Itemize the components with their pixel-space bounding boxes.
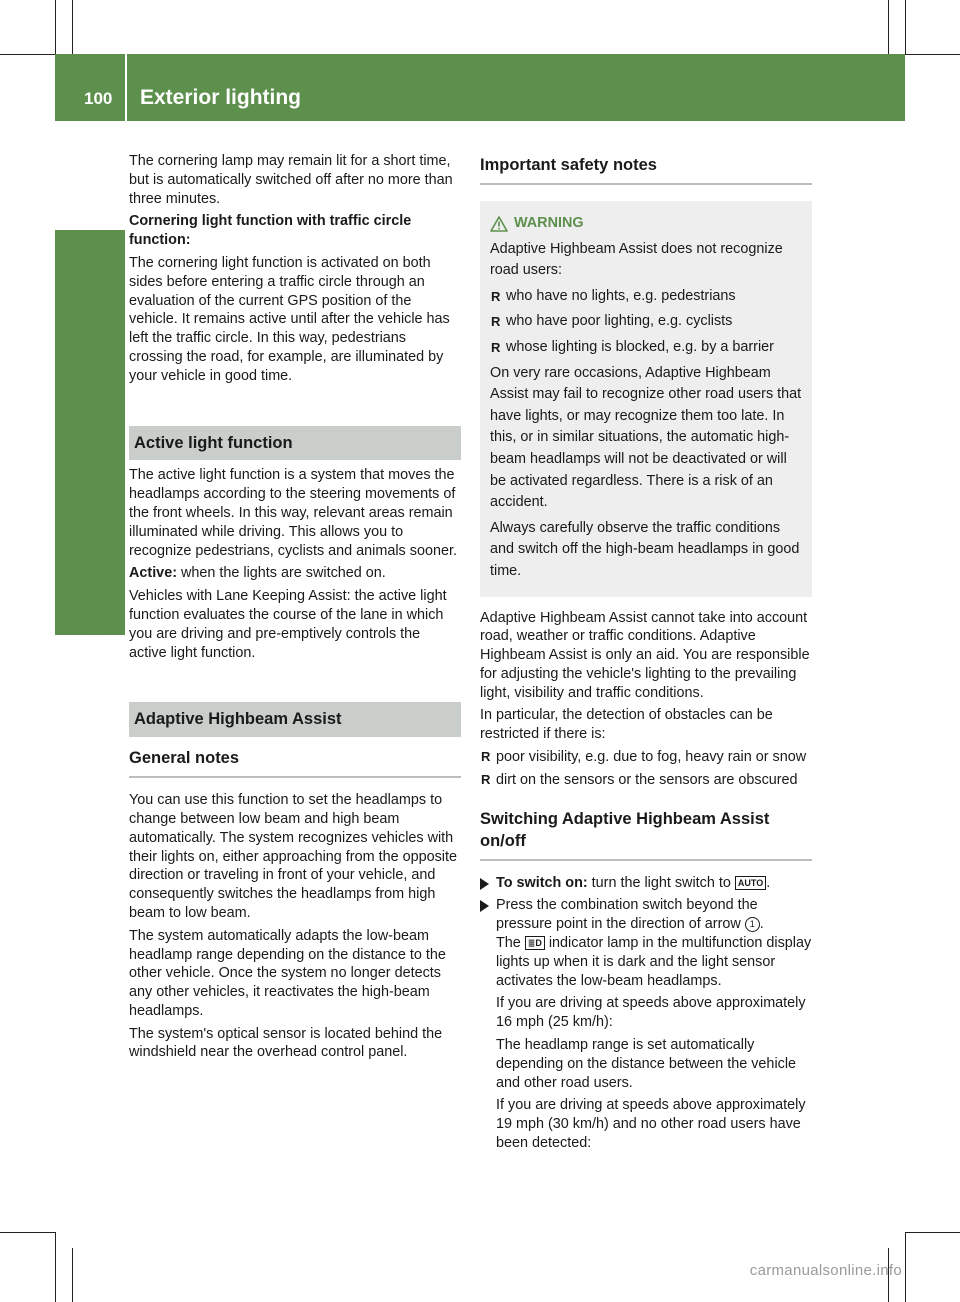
general-paragraph-2: The system automatically adapts the low-beam headlamp range depending on the distance to the other vehicle. Once the system no longer detects any other vehicles, it reactivates the high-beam headlamps.	[129, 927, 446, 1019]
body-paragraph-1: Adaptive Highbeam Assist cannot take into account road, weather or traffic conditions. Adaptive Highbeam Assist is only an aid. You are responsible for adjusting the vehicle's lighting to the prevailing light, visibility and traffic conditions.	[480, 609, 810, 701]
left-column	[129, 152, 461, 1066]
active-status-paragraph	[129, 564, 461, 583]
cornering-heading: Cornering light function with traffic circle function:	[129, 213, 412, 249]
crop-mark	[0, 54, 55, 55]
speed-note-2: The headlamp range is set automatically depending on the distance between the vehicle and other road users.	[496, 1037, 797, 1091]
general-paragraph-1: You can use this function to set the headlamps to change between low beam and high beam automatically. The system recognizes vehicles with their lights on, either approaching from the opposite direction or traveling in front of your vehicle, and consequently switches the headlamps from high beam to low beam.	[129, 792, 457, 921]
list-item-text: who have poor lighting, e.g. cyclists	[506, 313, 733, 330]
active-light-paragraph: The active light function is a system that moves the headlamps according to the steering movements of the front wheels. In this way, relevant areas remain illuminated while driving. This allows you to recognize pedestrians, cyclists and animals sooner.	[129, 467, 457, 559]
crop-mark	[72, 1248, 73, 1302]
warning-triangle-icon	[490, 216, 508, 232]
list-item-text: dirt on the sensors or the sensors are obscured	[496, 771, 798, 788]
list-item	[490, 286, 802, 308]
step-text: indicator lamp in the multifunction display lights up when it is dark and the light sensor activates the low-beam headlamps.	[496, 935, 812, 989]
auto-symbol-icon: AUTO	[735, 876, 766, 890]
body-paragraph-2: In particular, the detection of obstacles can be restricted if there is:	[480, 707, 773, 743]
warning-intro: Adaptive Highbeam Assist does not recognize road users:	[490, 240, 783, 279]
crop-mark	[905, 0, 906, 54]
active-light-heading-text: Active light function	[134, 433, 293, 452]
crop-mark	[888, 0, 889, 54]
header-divider	[125, 54, 127, 121]
crop-mark	[72, 0, 73, 54]
active-light-heading	[129, 426, 461, 461]
crop-mark	[55, 1232, 56, 1302]
step-switch-on	[480, 874, 812, 893]
step-arrow-icon	[480, 900, 489, 912]
general-paragraph-3: The system's optical sensor is located behind the windshield near the overhead control panel.	[129, 1025, 443, 1061]
step-text-end: .	[766, 874, 771, 891]
step-arrow-icon	[480, 878, 489, 890]
crop-mark	[905, 1232, 960, 1233]
bullet-icon: R	[481, 771, 491, 787]
bullet-icon: R	[481, 749, 491, 765]
bullet-icon: R	[491, 339, 501, 355]
list-item	[490, 311, 802, 333]
obstacle-list	[480, 748, 812, 790]
step-label: To switch on:	[496, 874, 588, 891]
intro-paragraph: The cornering lamp may remain lit for a short time, but is automatically switched off after no more than three minutes.	[129, 153, 453, 207]
list-item	[480, 771, 812, 790]
active-label: Active:	[129, 565, 177, 582]
ahba-heading-text: Adaptive Highbeam Assist	[134, 710, 342, 729]
safety-notes-heading: Important safety notes	[480, 150, 812, 185]
step-text: The	[496, 935, 525, 952]
speed-note-3: If you are driving at speeds above approximately 19 mph (30 km/h) and no other road users have been detected:	[496, 1097, 806, 1152]
list-item	[490, 337, 802, 359]
warning-title	[490, 213, 802, 235]
step-text-end: .	[759, 916, 764, 933]
crop-mark	[905, 1232, 906, 1302]
page-number: 100	[84, 89, 113, 108]
warning-box	[480, 201, 812, 597]
warning-title-text: WARNING	[514, 215, 584, 231]
list-item	[480, 748, 812, 767]
general-notes-heading: General notes	[129, 743, 461, 778]
warning-paragraph-1: On very rare occasions, Adaptive Highbeam Assist may fail to recognize other road users that have lights, or may recognize them too late. In this, or in similar situations, the automatic high-beam headlamps will not be deactivated or will be activated regardless. There is a risk of an accident.	[490, 364, 802, 511]
bullet-icon: R	[491, 288, 501, 304]
bullet-icon: R	[491, 314, 501, 330]
step-text: turn the light switch to	[587, 874, 735, 891]
active-text: when the lights are switched on.	[177, 565, 386, 582]
right-column	[480, 150, 812, 1157]
warning-paragraph-2: Always carefully observe the traffic conditions and switch off the high-beam headlamps in good time.	[490, 519, 800, 579]
section-title: Exterior lighting	[140, 86, 302, 109]
crop-mark	[55, 0, 56, 54]
warning-list	[490, 286, 802, 359]
lane-keeping-paragraph: Vehicles with Lane Keeping Assist: the active light function evaluates the course of the lane in which you are driving and pre-emptively controls the active light function.	[129, 588, 447, 661]
step-text: Press the combination switch beyond the pressure point in the direction of arrow	[496, 897, 758, 933]
list-item-text: who have no lights, e.g. pedestrians	[506, 287, 736, 304]
watermark: carmanualsonline.info	[749, 1262, 902, 1279]
crop-mark	[0, 1232, 55, 1233]
list-item-text: poor visibility, e.g. due to fog, heavy rain or snow	[496, 749, 807, 766]
ahba-heading	[129, 702, 461, 737]
switching-heading: Switching Adaptive Highbeam Assist on/off	[480, 804, 812, 861]
step-press-switch	[480, 896, 812, 990]
crop-mark	[905, 54, 960, 55]
chapter-label: Lights and windshield wipers	[83, 343, 106, 636]
arrow-reference-icon: 1	[745, 917, 760, 932]
highbeam-indicator-icon: ≣D	[525, 936, 545, 950]
cornering-paragraph: The cornering light function is activated on both sides before entering a traffic circle through an evaluation of the current GPS position of the vehicle. It remains active until after the vehicle has left the traffic circle. In this way, pedestrians crossing the road, for example, are illuminated by your vehicle in good time.	[129, 254, 450, 384]
speed-note-1: If you are driving at speeds above approximately 16 mph (25 km/h):	[496, 995, 806, 1031]
list-item-text: whose lighting is blocked, e.g. by a barrier	[506, 338, 774, 355]
